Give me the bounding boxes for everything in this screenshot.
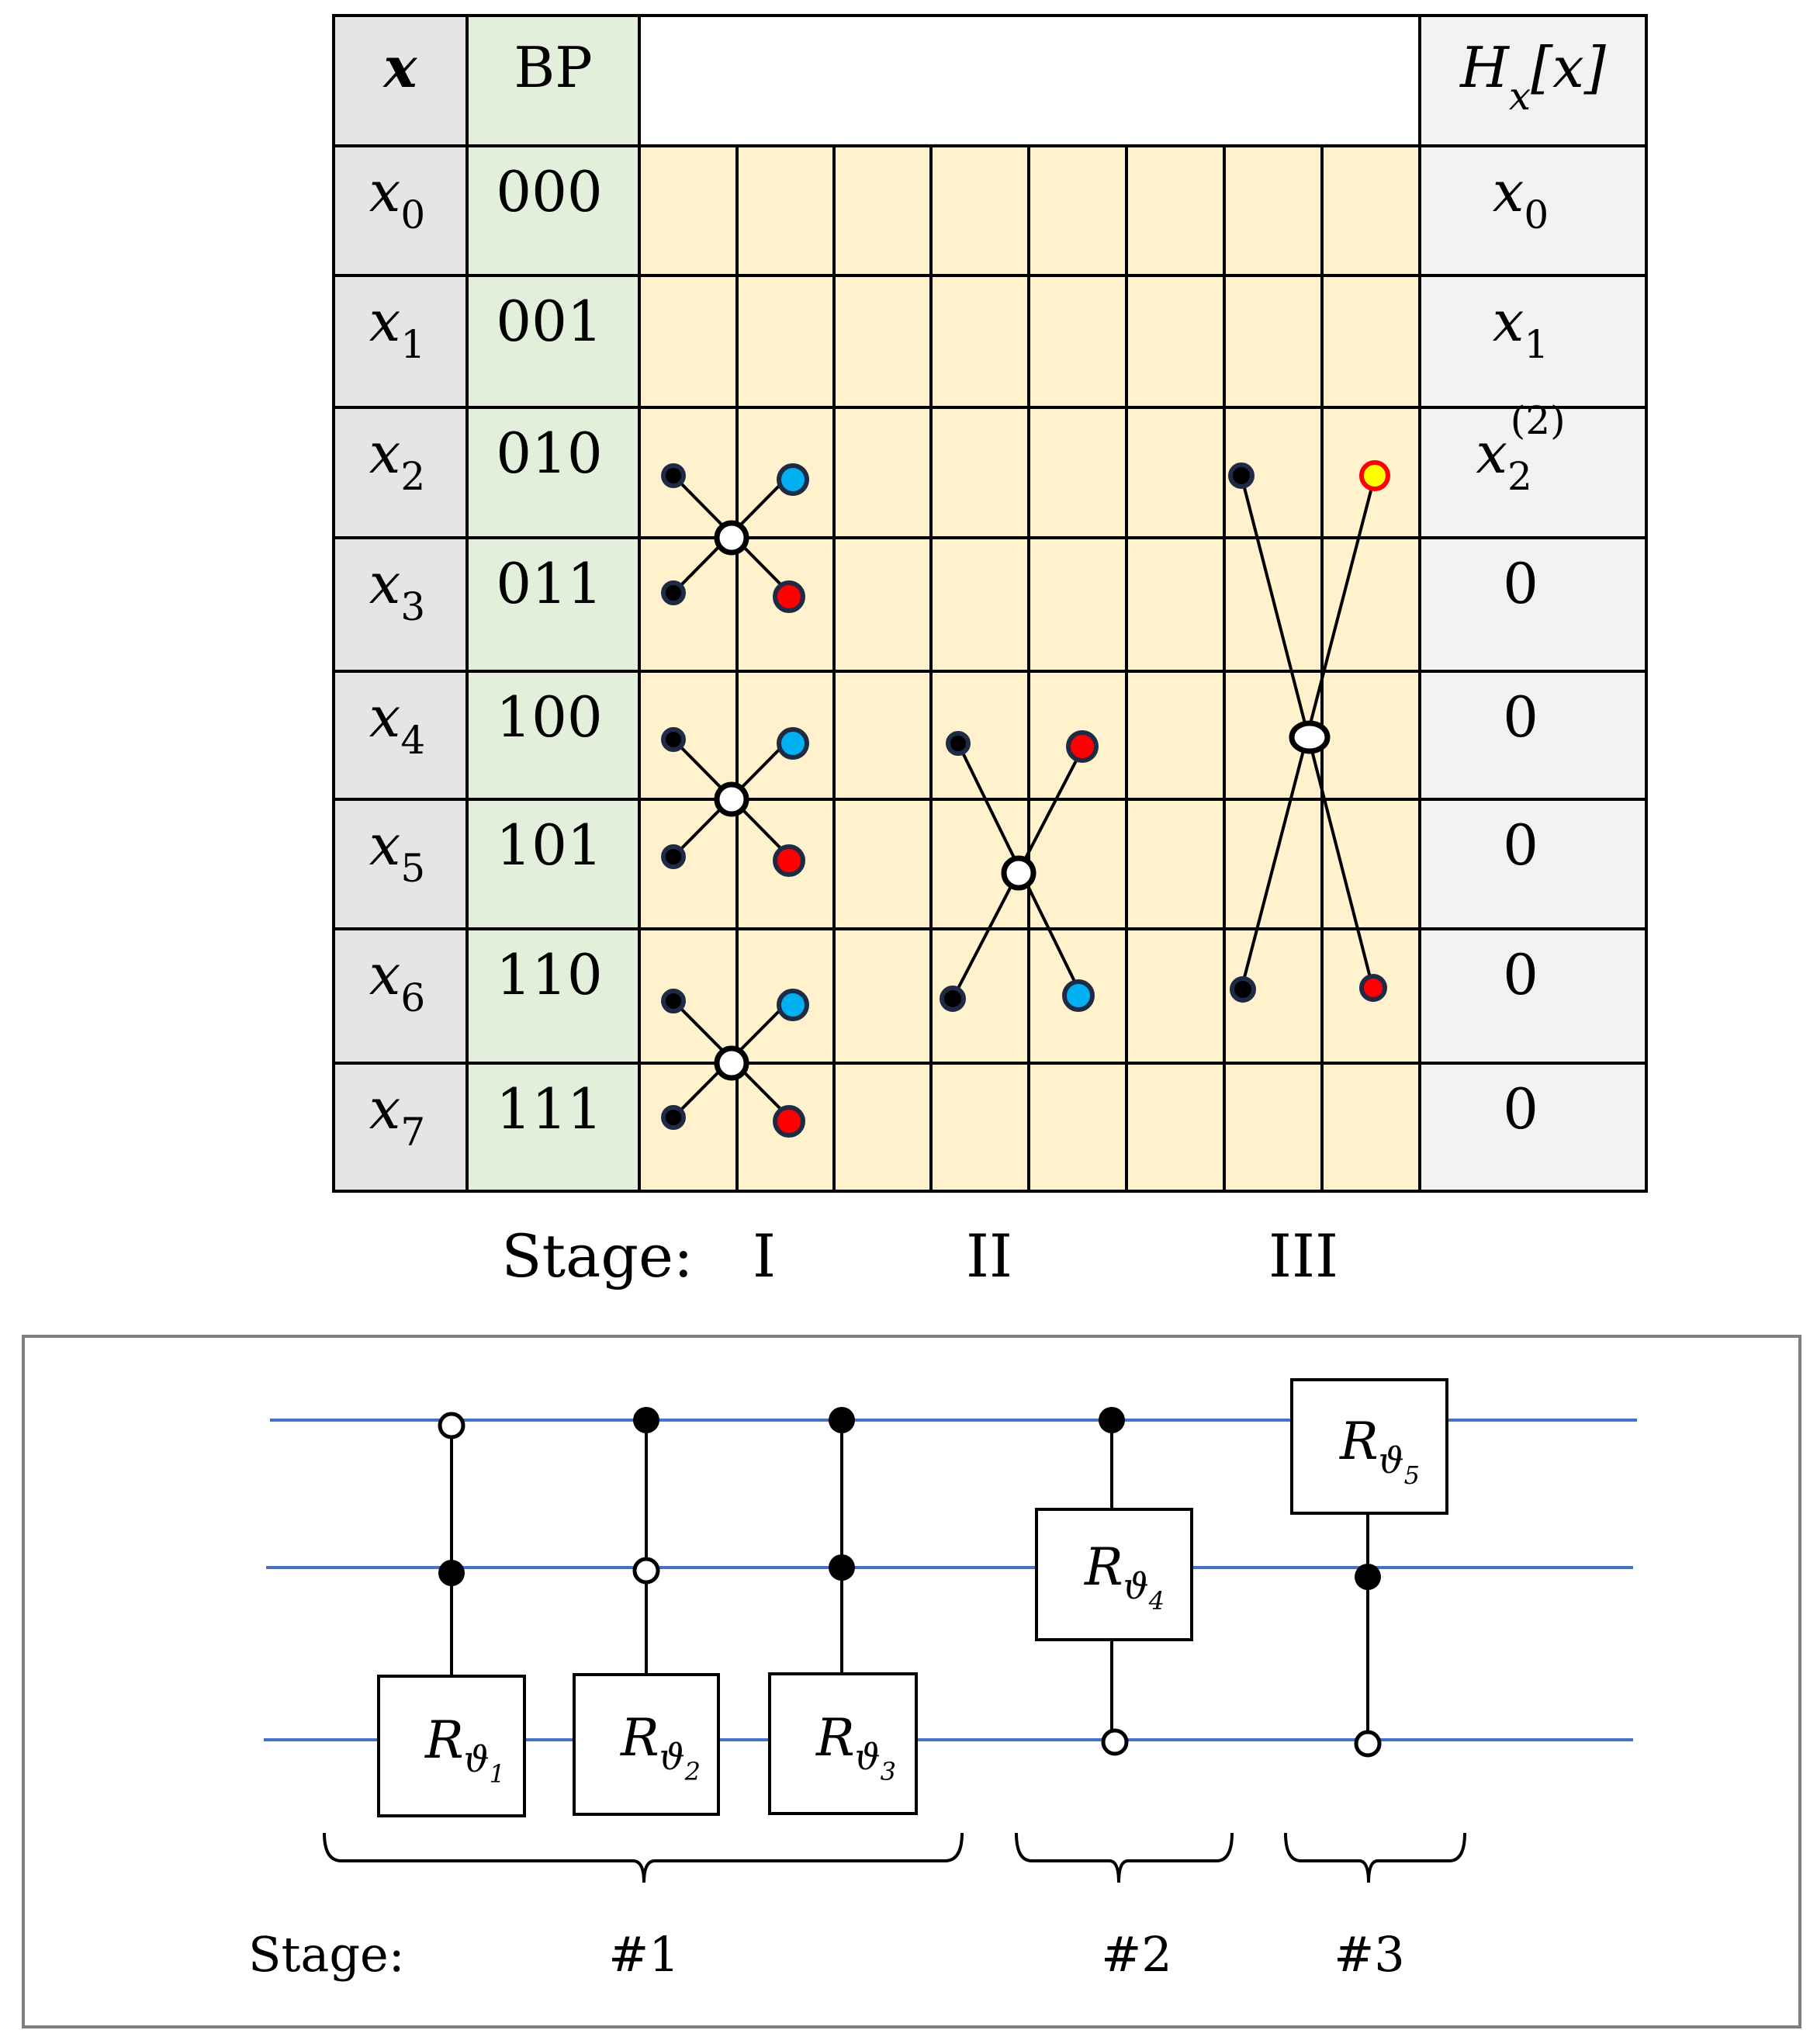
gate-label-5: $R_{ϑ5}$: [1340, 1412, 1420, 1490]
row-x-label: $x_3$: [369, 551, 426, 629]
row-h-value: $x_2(2)$: [1476, 398, 1566, 499]
stage1-output-blue-dot: [779, 991, 807, 1019]
stage1-output-blue-dot: [779, 466, 807, 494]
circuit-stage-1: #1: [608, 1926, 680, 1983]
stage1-output-red-dot: [775, 1107, 803, 1135]
stage3-input-dot: [1232, 979, 1254, 1000]
gate-label-1: $R_{ϑ1}$: [425, 1710, 505, 1789]
row-h-value: $x_1$: [1492, 289, 1549, 367]
circuit-stage-3: #3: [1334, 1926, 1405, 1983]
control-filled-dot: [1099, 1407, 1125, 1433]
stage1-node: [717, 785, 746, 814]
stage2-input-dot: [942, 988, 964, 1010]
control-filled-dot: [829, 1554, 855, 1581]
control-filled-dot: [1355, 1564, 1381, 1590]
stage2-output-red-dot: [1068, 733, 1096, 760]
row-x-label: $x_2$: [369, 421, 426, 499]
row-bp-value: 001: [496, 289, 603, 354]
row-bp-value: 101: [496, 812, 603, 878]
control-open-dot: [1103, 1730, 1126, 1754]
bit-reversal-table: [334, 16, 1646, 1290]
quantum-circuit: [23, 1336, 1800, 2027]
stage1-output-red-dot: [775, 847, 803, 875]
control-open-dot: [1356, 1732, 1379, 1755]
control-filled-dot: [829, 1407, 855, 1433]
header-x: x: [383, 34, 417, 100]
stage1-input-dot: [663, 1107, 684, 1128]
header-bp: BP: [514, 35, 593, 100]
row-h-value: $x_0$: [1492, 159, 1549, 237]
stage3-output-red-dot: [1362, 976, 1385, 999]
table-stage-I: I: [752, 1221, 777, 1290]
gate-label-4: $R_{ϑ4}$: [1085, 1537, 1165, 1616]
stage3-node: [1292, 723, 1327, 751]
gate-label-2: $R_{ϑ2}$: [621, 1708, 701, 1786]
stage3-output-yellow-dot: [1362, 462, 1388, 489]
table-stage-II: II: [965, 1221, 1013, 1290]
row-x-label: $x_4$: [369, 684, 426, 763]
stage1-node: [717, 523, 746, 553]
header-blank-bg: [639, 16, 1420, 146]
circuit-stage-2: #2: [1101, 1926, 1172, 1983]
row-x-label: $x_1$: [369, 289, 426, 367]
stage1-output-red-dot: [775, 583, 803, 611]
row-h-value: 0: [1503, 551, 1538, 616]
stage2-output-blue-dot: [1064, 982, 1092, 1010]
stage3-input-dot: [1230, 465, 1252, 487]
circuit-stage-caption: Stage:: [248, 1926, 405, 1983]
stage2-input-dot: [948, 733, 968, 754]
control-open-dot: [440, 1414, 463, 1437]
row-x-label: $x_0$: [369, 159, 426, 237]
table-stage-III: III: [1268, 1221, 1339, 1290]
row-bp-value: 100: [496, 684, 603, 750]
row-h-value: 0: [1503, 684, 1538, 750]
row-bp-value: 110: [496, 942, 603, 1007]
row-x-label: $x_5$: [369, 812, 426, 891]
header-hx: $H_x[x]$: [1460, 35, 1606, 119]
control-filled-dot: [633, 1407, 659, 1433]
row-h-value: 0: [1503, 942, 1538, 1007]
stage1-input-dot: [663, 466, 684, 486]
row-bp-value: 010: [496, 421, 603, 486]
gate-label-3: $R_{ϑ3}$: [816, 1708, 896, 1786]
row-x-label: $x_6$: [369, 942, 426, 1020]
row-bp-value: 011: [496, 551, 603, 616]
control-open-dot: [635, 1559, 658, 1582]
row-h-value: 0: [1503, 812, 1538, 878]
control-filled-dot: [438, 1560, 465, 1586]
stage1-node: [717, 1048, 746, 1078]
stage1-input-dot: [663, 729, 684, 750]
row-bp-value: 000: [496, 159, 603, 224]
table-stage-caption: Stage:: [501, 1221, 694, 1290]
row-x-label: $x_7$: [369, 1076, 426, 1155]
row-h-value: 0: [1503, 1076, 1538, 1142]
stage1-output-blue-dot: [779, 729, 807, 757]
stage1-input-dot: [663, 847, 684, 867]
stage1-input-dot: [663, 991, 684, 1011]
row-bp-value: 111: [496, 1076, 603, 1142]
stage1-input-dot: [663, 583, 684, 603]
stage2-node: [1004, 858, 1033, 888]
